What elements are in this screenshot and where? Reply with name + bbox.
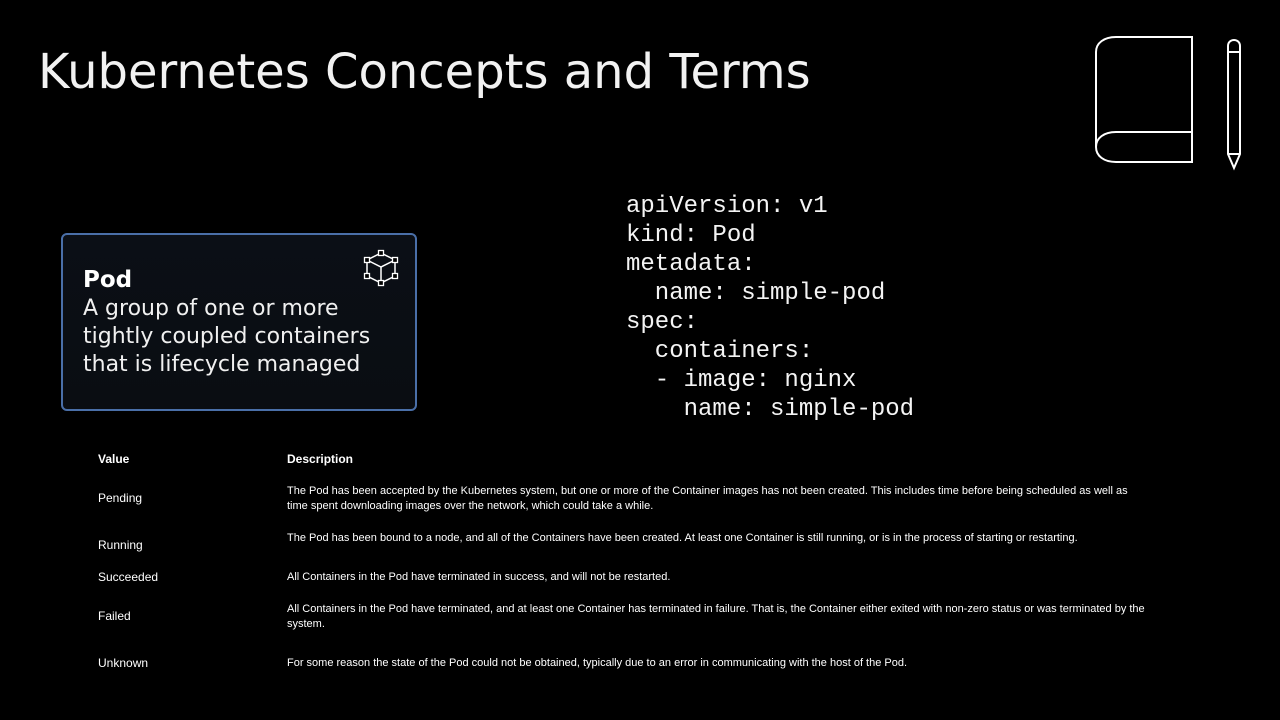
table-header-value: Value — [98, 452, 130, 466]
yaml-line: kind: Pod — [626, 222, 756, 249]
yaml-line: - image: nginx — [626, 367, 857, 394]
status-value: Running — [98, 538, 143, 552]
book-icon — [1092, 34, 1198, 166]
status-description: All Containers in the Pod have terminated, and at least one Container has terminated in failure. That is, the Container either exited with non-zero status or was terminated by the system. — [287, 603, 1145, 630]
status-value: Unknown — [98, 656, 149, 670]
pod-card-description: A group of one or more tightly coupled containers that is lifecycle managed — [83, 296, 371, 377]
status-value: Pending — [98, 491, 143, 505]
yaml-line: spec: — [626, 309, 699, 336]
yaml-line: metadata: — [626, 251, 756, 278]
yaml-line: name: simple-pod — [626, 280, 886, 307]
status-value: Failed — [98, 609, 131, 623]
status-value: Succeeded — [98, 570, 159, 584]
status-description: The Pod has been bound to a node, and all of the Containers have been created. At least one Container is still running, or is in the process of starting or restarting. — [287, 532, 1078, 544]
pencil-icon — [1222, 34, 1246, 172]
status-description: The Pod has been accepted by the Kubernetes system, but one or more of the Container images has not been created. This includes time before being scheduled as well as time spent downloading images over the network, which could take a while. — [287, 485, 1128, 512]
pod-card-title: Pod — [83, 267, 133, 293]
table-header-description: Description — [287, 452, 354, 466]
yaml-line: apiVersion: v1 — [626, 193, 828, 220]
yaml-code-block — [626, 192, 914, 424]
status-description: All Containers in the Pod have terminated in success, and will not be restarted. — [287, 571, 671, 583]
status-description: For some reason the state of the Pod could not be obtained, typically due to an error in communicating with the host of the Pod. — [287, 657, 908, 669]
yaml-line: containers: — [626, 338, 814, 365]
pod-card — [61, 233, 417, 411]
cube-icon — [361, 249, 401, 289]
slide-title: Kubernetes Concepts and Terms — [38, 44, 811, 100]
yaml-line: name: simple-pod — [626, 396, 915, 423]
